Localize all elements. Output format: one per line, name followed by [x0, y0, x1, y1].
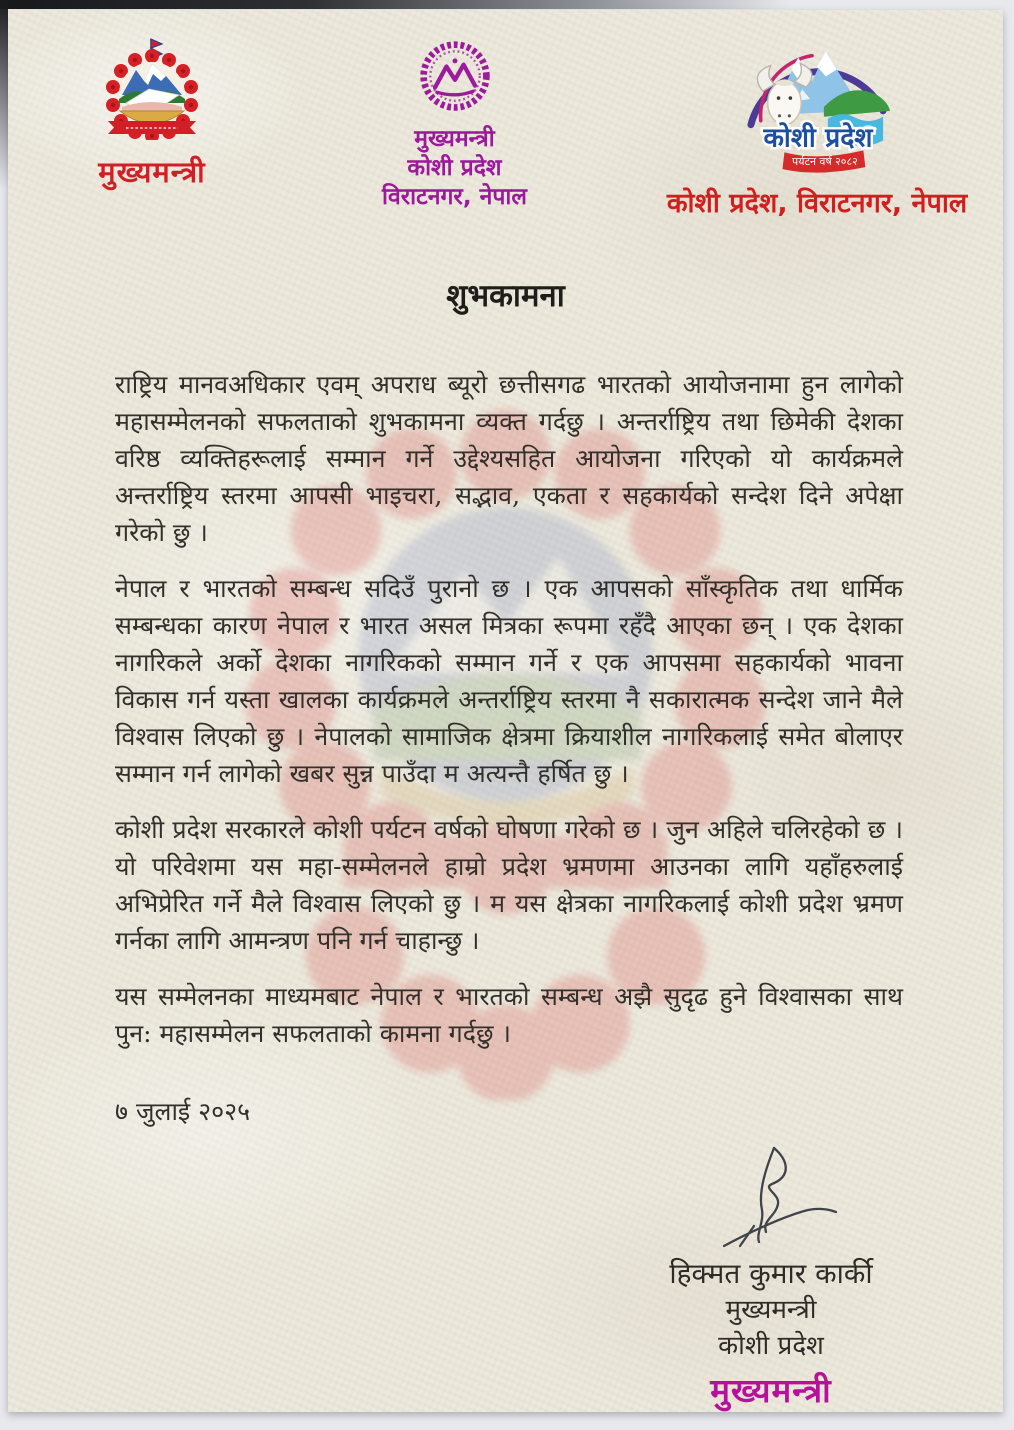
letterhead	[8, 10, 1003, 220]
tourism-year-ribbon-text: पर्यटन वर्ष २०८२	[792, 155, 858, 169]
cm-office-purple-seal-icon	[412, 38, 498, 120]
tourism-logo-wordmark: कोशी प्रदेश	[763, 122, 873, 154]
letterhead-center	[266, 30, 643, 212]
paragraph-4: यस सम्मेलनका माध्यमबाट नेपाल र भारतको सम्बन्ध अझै सुदृढ हुने विश्वासका साथ पुन: महासम्मेलन सफलताको कामना गर्दछु ।	[115, 982, 903, 1048]
koshi-pradesh-tourism-logo-icon	[733, 30, 901, 180]
signatory-name: हिक्मत कुमार कार्की	[669, 1257, 873, 1290]
paragraph-1: राष्ट्रिय मानवअधिकार एवम् अपराध ब्यूरो छत्तीसगढ भारतको आयोजनामा हुन लागेको महासम्मेलनको सफलताको शुभकामना व्यक्त गर्दछु । अन्तर्राष्ट्रिय तथा छिमेकी देशका वरिष्ठ व्यक्तिहरूलाई सम्मान गर्ने उद्देश्यसहित आयोजना गरिएको यो कार्यक्रमले अन्तर्राष्ट्रिय स्तरमा आपसी भाइचरा, सद्भाव, एकता र सहकार्यको सन्देश दिने अपेक्षा गरेको छु ।	[115, 370, 903, 547]
paragraph-2: नेपाल र भारतको सम्बन्ध सदिउँ पुरानो छ । एक आपसको साँस्कृतिक तथा धार्मिक सम्बन्धका कारण नेपाल र भारत असल मित्रका रूपमा रहँदै आएका छन् । एक देशका नागरिकले अर्को देशका नागरिकको सम्मान गर्ने र एक आपसमा सहकार्यको भावना विकास गर्न यस्ता खालका कार्यक्रमले अन्तर्राष्ट्रिय स्तरमा नै सकारात्मक सन्देश जाने मैले विश्वास लिएको छु । नेपालको सामाजिक क्षेत्रमा क्रियाशील नागरिकलाई समेत बोलाएर सम्मान गर्न लागेको खबर सुन्न पाउँदा म अत्यन्तै हर्षित छु ।	[115, 574, 903, 788]
letter-paper	[8, 10, 1003, 1412]
signatory-role-title: मुख्यमन्त्री	[725, 1295, 817, 1325]
signature-block	[601, 1142, 941, 1412]
paragraph-3: कोशी प्रदेश सरकारले कोशी पर्यटन वर्षको घोषणा गरेको छ । जुन अहिले चलिरहेको छ । यो परिवेशमा यस महा-सम्मेलनले हाम्रो प्रदेश भ्रमणमा आउनका लागि यहाँहरुलाई अभिप्रेरित गर्ने मैले विश्वास लिएको छु । म यस क्षेत्रका नागरिकलाई कोशी प्रदेश भ्रमण गर्नका लागि आमन्त्रण पनि गर्न चाहान्छु ।	[115, 815, 903, 955]
photo-dark-edge-left	[0, 0, 8, 190]
right-address-caption: कोशी प्रदेश, विराटनगर, नेपाल	[666, 188, 968, 219]
letter-body	[115, 366, 903, 1052]
letter-date: ७ जुलाई २०२५	[115, 1097, 251, 1126]
letterhead-left	[38, 30, 266, 191]
letter-title: शुभकामना	[446, 278, 565, 314]
handwritten-signature-icon	[601, 1142, 941, 1254]
nepal-coat-of-arms-icon	[91, 36, 213, 144]
signatory-role-province: कोशी प्रदेश	[718, 1331, 824, 1361]
left-office-label: मुख्यमन्त्री	[98, 155, 206, 189]
center-line-province: कोशी प्रदेश	[407, 155, 502, 181]
cm-magenta-stamp-text: मुख्यमन्त्री	[710, 1371, 832, 1410]
center-line-city: विराटनगर, नेपाल	[382, 184, 527, 210]
center-line-office: मुख्यमन्त्री	[414, 126, 495, 152]
photo-dark-edge-top	[0, 0, 1014, 9]
letterhead-right	[643, 30, 991, 220]
